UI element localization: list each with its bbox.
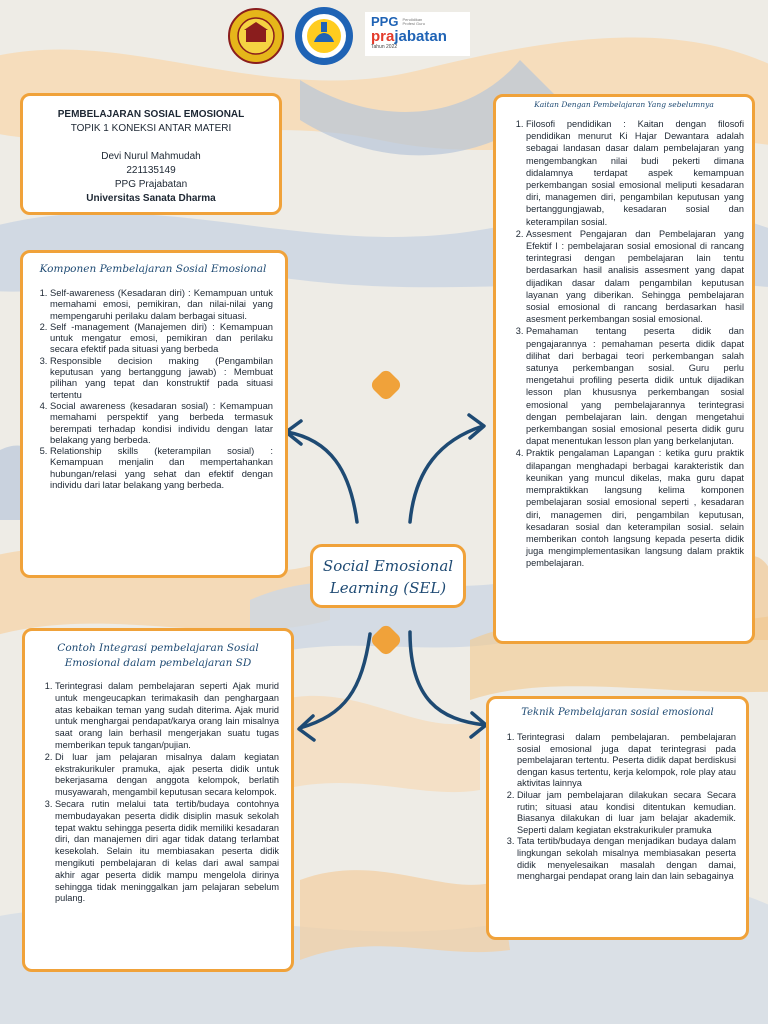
prajabatan-pra: pra (371, 28, 395, 45)
arrow-to-contoh (300, 634, 370, 728)
identity-title: PEMBELAJARAN SOSIAL EMOSIONAL (57, 109, 245, 120)
list-item: 2. Assesment Pengajaran dan Pembelajaran yang Efektif I : pembelajaran sosial emosional di rancang terintegrasi dengan pembelajaran lain tentu berdasarkan hasil analisis assesment yang dapat dijadikan dasar dalam pengambilan keputusan layanan yang diberikan. Sehingga pembelajaran sosial emosional di rancang berdasarkan hasil asesment perkembangan sosial emosional. (526, 228, 744, 326)
teknik-card (486, 696, 749, 940)
list-item: 3. Tata tertib/budaya dengan menjadikan budaya dalam lingkungan sekolah misalnya membiasakan peserta didik menyelesaikan masalah dengan damai, menghargai pendapat orang lain dan lain sebagainya (517, 836, 736, 882)
identity-topic: TOPIK 1 KONEKSI ANTAR MATERI (70, 123, 232, 134)
arrow-to-komponen (287, 432, 357, 522)
sel-center-box (310, 544, 466, 608)
sel-title-line2: Learning (SEL) (329, 579, 447, 597)
orange-dot-bottom (369, 623, 403, 657)
list-item: 2. Di luar jam pelajaran misalnya dalam kegiatan ekstrakurikuler pramuka, ajak peserta didik untuk bekerjasama dengan anggota kelompok, berlatih musyawarah, mengambil keputusan secara kelompok. (55, 752, 279, 799)
teknik-title: Teknik Pembelajaran sosial emosional (521, 707, 714, 718)
list-item: 3. Responsible decision making (Pengambilan keputusan yang bertanggung jawab) : Membuat pilihan yang tepat dan konstruktif pada situasi tertentu (50, 355, 273, 400)
identity-card (20, 93, 282, 215)
ministry-logo (294, 6, 354, 66)
list-item: 3. Pemahaman tentang peserta didik dan pengajarannya : pemahaman peserta didik dapat dilihat dari berbagai teori perkembangan salah satunya perkembangan sosial. Guru perlu mengetahui profiling peserta didik untuk dijadikan lesson plan khususnya perkembangan sosial emosional yang pembelajarannya terintegrasi dengan pembelajaran lain. dengan mengetahui perkembangan sosial emosional peserta didik guru dapat menentukan lesson plan yang berkelanjutan. (526, 325, 744, 447)
kaitan-card (493, 94, 755, 644)
author-university: Universitas Sanata Dharma (86, 193, 216, 204)
list-item: 1. Terintegrasi dalam pembelajaran. pembelajaran sosial emosional juga dapat terintegrasi pada pembelajaran tertentu. Peserta didik dapat berdiskusi dengan kasus tertentu, kerja kelompok, role play atau aktivitas lainnya (517, 732, 736, 790)
prajabatan-rest: jabatan (394, 28, 447, 45)
list-item: 1. Self-awareness (Kesadaran diri) : Kemampuan untuk memahami emosi, pemikiran, dan nilai-nilai yang mempengaruhi perilaku dalam berbagai situasi. (50, 287, 273, 321)
kaitan-title: Kaitan Dengan Pembelajaran Yang sebelumnya (534, 100, 714, 109)
list-item: 2. Self -management (Manajemen diri) : Kemampuan untuk mengatur emosi, pemikiran dan perilaku secara efektif pada situasi yang berbeda (50, 321, 273, 355)
contoh-card (22, 628, 294, 972)
logo-year: Tahun 2022 (371, 44, 398, 50)
list-item: 3. Secara rutin melalui tata tertib/budaya contohnya membudayakan peserta didik disiplin masuk sekolah tepat waktu sehingga peserta didik memiliki kesadaran diri, dan manajemen diri agar tidak datang terlambat kesekolah. Selain itu membiasakan peserta didik mengikuti pembelajaran di kelas dari awal sampai akhir agar peserta didik mampu mengelola dirinya sehingga tidak meninggalkan jam pelajaran sebelum pulang. (55, 799, 279, 905)
list-item: 1. Terintegrasi dalam pembelajaran seperti Ajak murid untuk mengeucapkan terimakasih dan penghargaan atas kebaikan teman yang sudah diterima. Ajak murid untuk menghargai pendapat/karya orang lain misalnya saat orang lain berhasil mengerjakan suatu tugas memberikan tepuk tangan/pujian. (55, 681, 279, 752)
sel-title-line1: Social Emosional (322, 557, 454, 575)
contoh-title-line2: Emosional dalam pembelajaran SD (64, 657, 252, 669)
author-name: Devi Nurul Mahmudah (101, 151, 201, 162)
list-item: 4. Social awareness (kesadaran sosial) : Kemampuan memahami perspektif yang berbeda termasuk berempati terhadap kondisi individu dengan latar belakang yang berbeda. (50, 400, 273, 445)
contoh-list (37, 681, 279, 905)
ppg-logo-text: PPG (371, 14, 399, 29)
author-nim: 221135149 (126, 165, 176, 176)
komponen-title: Komponen Pembelajaran Sosial Emosional (39, 263, 267, 275)
teknik-list (499, 732, 736, 883)
kaitan-list (504, 118, 744, 570)
list-item: 4. Praktik pengalaman Lapangan : ketika guru praktik dilapangan menghadapi berbagai karakteristik dan keunikan yang muncul dikelas, maka guru dapat mempraktikkan langsung kelima komponen pembelajaran sosial emosional seperti , kesadaran diri, managemen diri, pengambilan keputusan, kesadaran sosial dan keterampilan sosial. selain memberikan contoh langsung kepada peserta didik juga mengimplementasikan langsung dalam praktik pembelajaran. (526, 447, 744, 569)
arrow-to-teknik (410, 632, 485, 725)
author-program: PPG Prajabatan (114, 179, 188, 190)
contoh-title-line1: Contoh Integrasi pembelajaran Sosial (57, 642, 259, 654)
komponen-list (33, 287, 273, 490)
list-item: 2. Diluar jam pembelajaran dilakukan secara Secara rutin; situasi atau kondisi ditentukan kemudian. Biasanya dilakukan di luar jam belajar akademik. Seperti dalam kegiatan ekstrakurikuler pramuka (517, 790, 736, 836)
ppg-prajabatan-logo (365, 12, 470, 56)
university-logo (228, 8, 284, 64)
list-item: 1. Filosofi pendidikan : Kaitan dengan filosofi pendidikan menurut Ki Hajar Dewantara adalah sebagai landasan dasar dalam pembelajaran yang mengembangkan nilai budi pekerti dimana didalamnya terdapat aspek kemampuan perkembangan sosial emosional meliputi kesadaran diri, managemen diri, pengambilan keputusan yang bertanggungjawab, kesadaran sosial dan keterampilan sosial. (526, 118, 744, 228)
arrow-to-kaitan (410, 426, 483, 522)
ppg-logo-subtext: Pendidikan Profesi Guru (402, 16, 425, 26)
arrowhead-contoh (299, 716, 314, 740)
list-item: 5. Relationship skills (keterampilan sosial) : Kemampuan menjalin dan mempertahankan hubungan/relasi yang sehat dan efektif dengan individu dari latar belakang yang berbeda. (50, 445, 273, 490)
komponen-card (20, 250, 288, 578)
orange-dot-top (369, 368, 403, 402)
